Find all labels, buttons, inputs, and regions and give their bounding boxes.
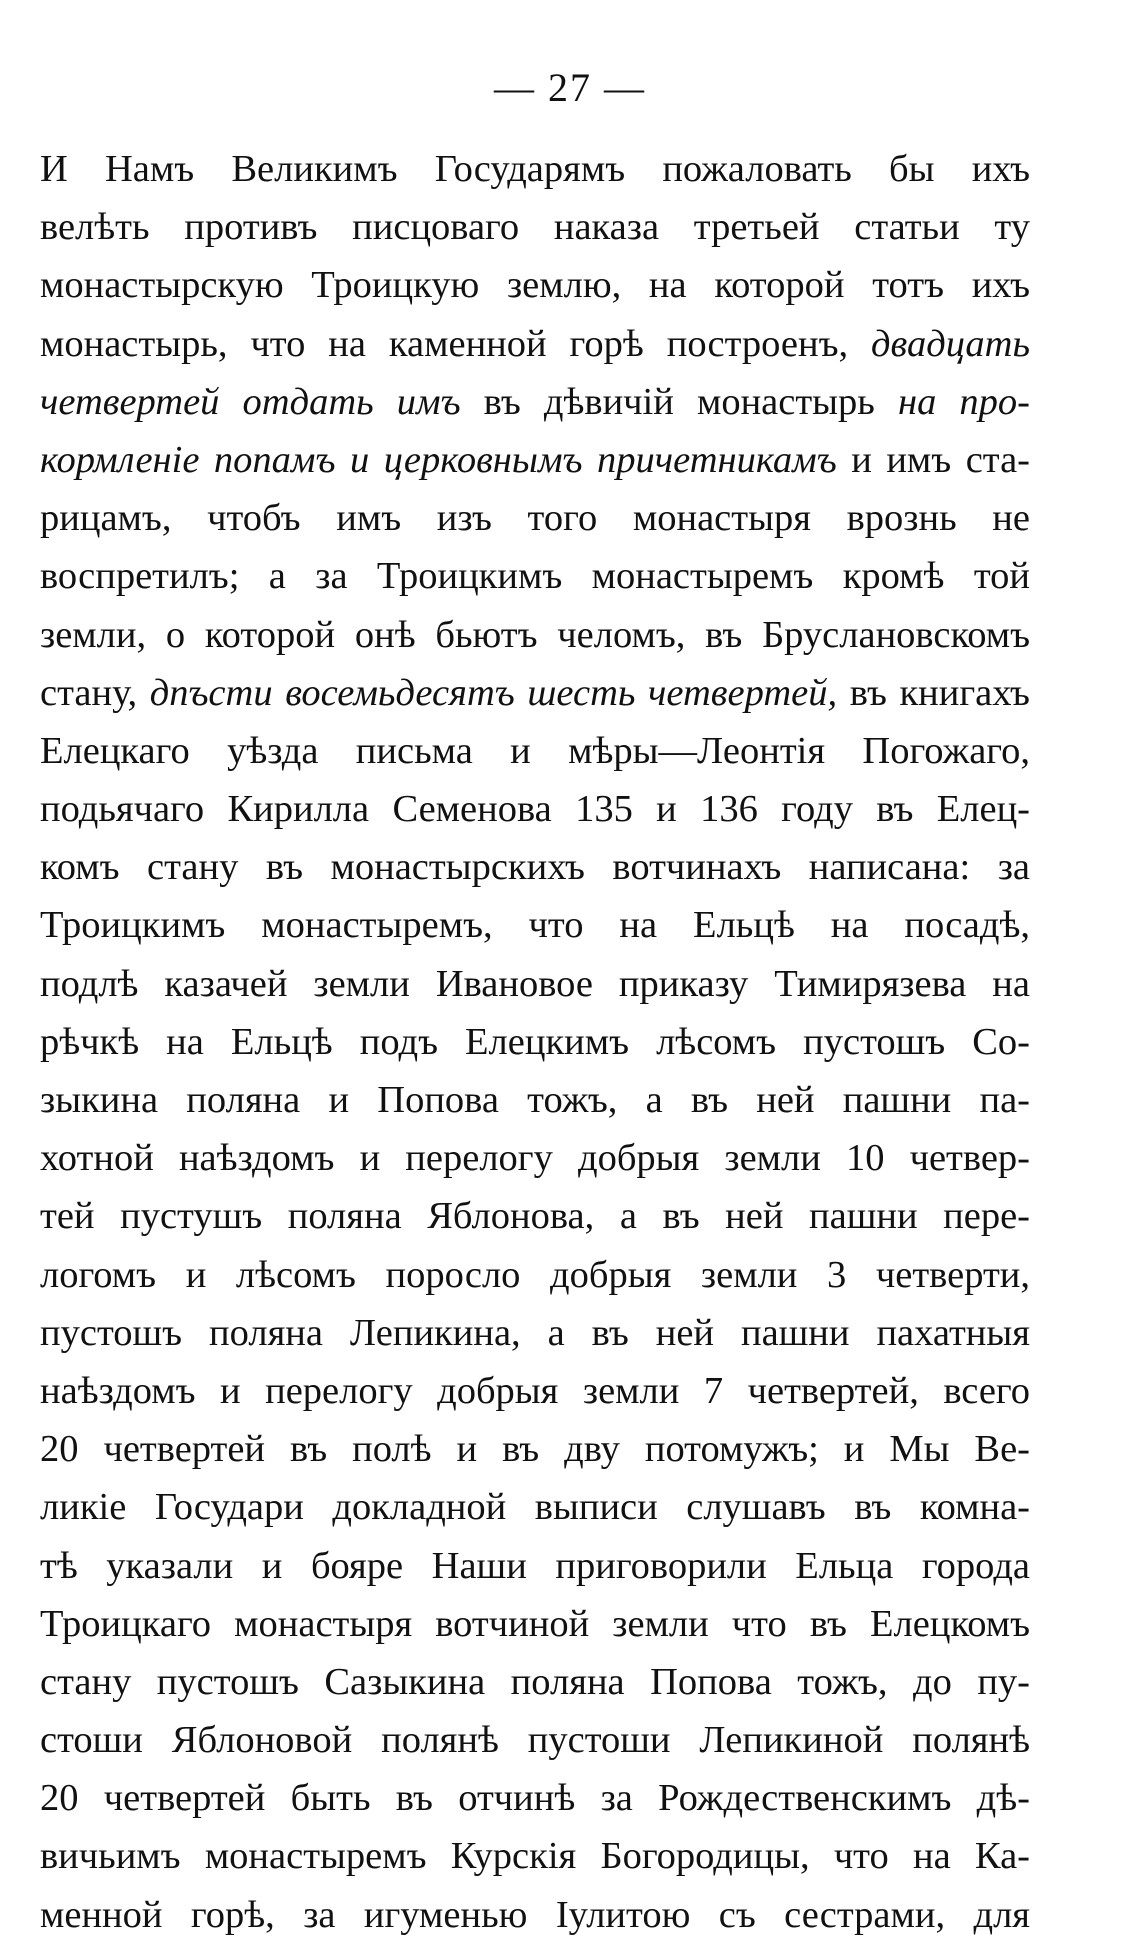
text-segment: наѣздомъ и перелогу добрыя земли 7 четвертей, всего bbox=[40, 1369, 1030, 1412]
text-line bbox=[40, 140, 1030, 198]
text-line bbox=[40, 1071, 1030, 1129]
text-line bbox=[40, 838, 1030, 896]
text-segment: монастырскую Троицкую землю, на которой тотъ ихъ bbox=[40, 264, 1030, 307]
text-line bbox=[40, 606, 1030, 664]
text-segment: подлѣ казачей земли Ивановое приказу Тимирязева на bbox=[40, 962, 1030, 1005]
text-segment: и имъ ста- bbox=[836, 438, 1030, 481]
text-line bbox=[40, 1478, 1030, 1536]
text-line bbox=[40, 1246, 1030, 1304]
text-line bbox=[40, 1537, 1030, 1595]
text-segment: менной горѣ, за игуменью Іулитою съ сестрами, для bbox=[40, 1893, 1030, 1936]
text-segment: въ книгахъ bbox=[837, 671, 1030, 714]
text-segment: Троицкимъ монастыремъ, что на Ельцѣ на посадѣ, bbox=[40, 904, 1030, 947]
text-segment: пустошъ поляна Лепикина, а въ ней пашни пахатныя bbox=[40, 1311, 1030, 1354]
text-line bbox=[40, 896, 1030, 954]
text-line bbox=[40, 780, 1030, 838]
body-text bbox=[40, 140, 1030, 1944]
text-line bbox=[40, 1013, 1030, 1071]
page-number: — 27 — bbox=[494, 65, 646, 110]
text-line bbox=[40, 1362, 1030, 1420]
text-line bbox=[40, 1769, 1030, 1827]
text-line bbox=[40, 547, 1030, 605]
text-segment: стану, bbox=[40, 671, 150, 714]
text-line bbox=[40, 489, 1030, 547]
text-segment: подьячаго Кирилла Семенова 135 и 136 году въ Елец- bbox=[40, 788, 1030, 831]
text-segment: Елецкаго уѣзда письма и мѣры—Леонтія Погожаго, bbox=[40, 729, 1030, 772]
text-segment: хотной наѣздомъ и перелогу добрыя земли 10 четвер- bbox=[40, 1137, 1030, 1180]
italic-text: четвертей отдать имъ bbox=[40, 380, 461, 423]
text-line bbox=[40, 1711, 1030, 1769]
text-segment: комъ стану въ монастырскихъ вотчинахъ написана: за bbox=[40, 846, 1030, 889]
text-segment: велѣть противъ писцоваго наказа третьей статьи ту bbox=[40, 206, 1030, 249]
text-line bbox=[40, 1653, 1030, 1711]
text-segment: логомъ и лѣсомъ поросло добрыя земли 3 четверти, bbox=[40, 1253, 1030, 1296]
text-line bbox=[40, 256, 1030, 314]
text-segment: 20 четвертей въ полѣ и въ дву потомужъ; и Мы Ве- bbox=[40, 1428, 1030, 1471]
text-line bbox=[40, 955, 1030, 1013]
text-segment: воспретилъ; а за Троицкимъ монастыремъ кромѣ той bbox=[40, 555, 1030, 598]
text-segment: земли, о которой онѣ бьютъ челомъ, въ Бруслановскомъ bbox=[40, 613, 1030, 656]
text-line bbox=[40, 722, 1030, 780]
italic-text: кормленіе попамъ и церковнымъ причетникамъ bbox=[40, 438, 837, 481]
italic-text: на про- bbox=[897, 380, 1030, 423]
text-segment: И Намъ Великимъ Государямъ пожаловать бы ихъ bbox=[40, 148, 1030, 190]
text-segment: тѣ указали и бояре Наши приговорили Ельца города bbox=[40, 1544, 1030, 1587]
text-segment: рѣчкѣ на Ельцѣ подъ Елецкимъ лѣсомъ пустошъ Со- bbox=[40, 1020, 1030, 1063]
text-segment: Троицкаго монастыря вотчиной земли что въ Елецкомъ bbox=[40, 1602, 1030, 1645]
text-segment: тей пустушъ поляна Яблонова, а въ ней пашни пере- bbox=[40, 1195, 1030, 1238]
text-segment: рицамъ, чтобъ имъ изъ того монастыря врознь не bbox=[40, 497, 1030, 540]
text-segment: въ дѣвичій монастырь bbox=[460, 380, 898, 423]
text-line bbox=[40, 1827, 1030, 1885]
text-line bbox=[40, 1595, 1030, 1653]
text-line bbox=[40, 431, 1030, 489]
text-line bbox=[40, 664, 1030, 722]
text-segment: вичьимъ монастыремъ Курскія Богородицы, что на Ка- bbox=[40, 1835, 1030, 1878]
text-line bbox=[40, 1304, 1030, 1362]
italic-text: дпъсти восемьдесятъ шесть четвертей, bbox=[149, 671, 838, 714]
text-line bbox=[40, 1187, 1030, 1245]
text-segment: стоши Яблоновой полянѣ пустоши Лепикиной полянѣ bbox=[40, 1719, 1030, 1762]
text-line bbox=[40, 1420, 1030, 1478]
text-segment: ликіе Государи докладной выписи слушавъ въ комна- bbox=[40, 1486, 1030, 1529]
text-segment: стану пустошъ Сазыкина поляна Попова тожъ, до пу- bbox=[40, 1660, 1030, 1703]
text-line bbox=[40, 1886, 1030, 1944]
text-line bbox=[40, 373, 1030, 431]
text-segment: монастырь, что на каменной горѣ построенъ, bbox=[40, 322, 872, 365]
text-segment: 20 четвертей быть въ отчинѣ за Рождественскимъ дѣ- bbox=[40, 1777, 1030, 1820]
text-line bbox=[40, 1129, 1030, 1187]
text-segment: зыкина поляна и Попова тожъ, а въ ней пашни па- bbox=[40, 1079, 1030, 1121]
italic-text: двадцать bbox=[871, 322, 1030, 365]
text-line bbox=[40, 198, 1030, 256]
text-line bbox=[40, 315, 1030, 373]
